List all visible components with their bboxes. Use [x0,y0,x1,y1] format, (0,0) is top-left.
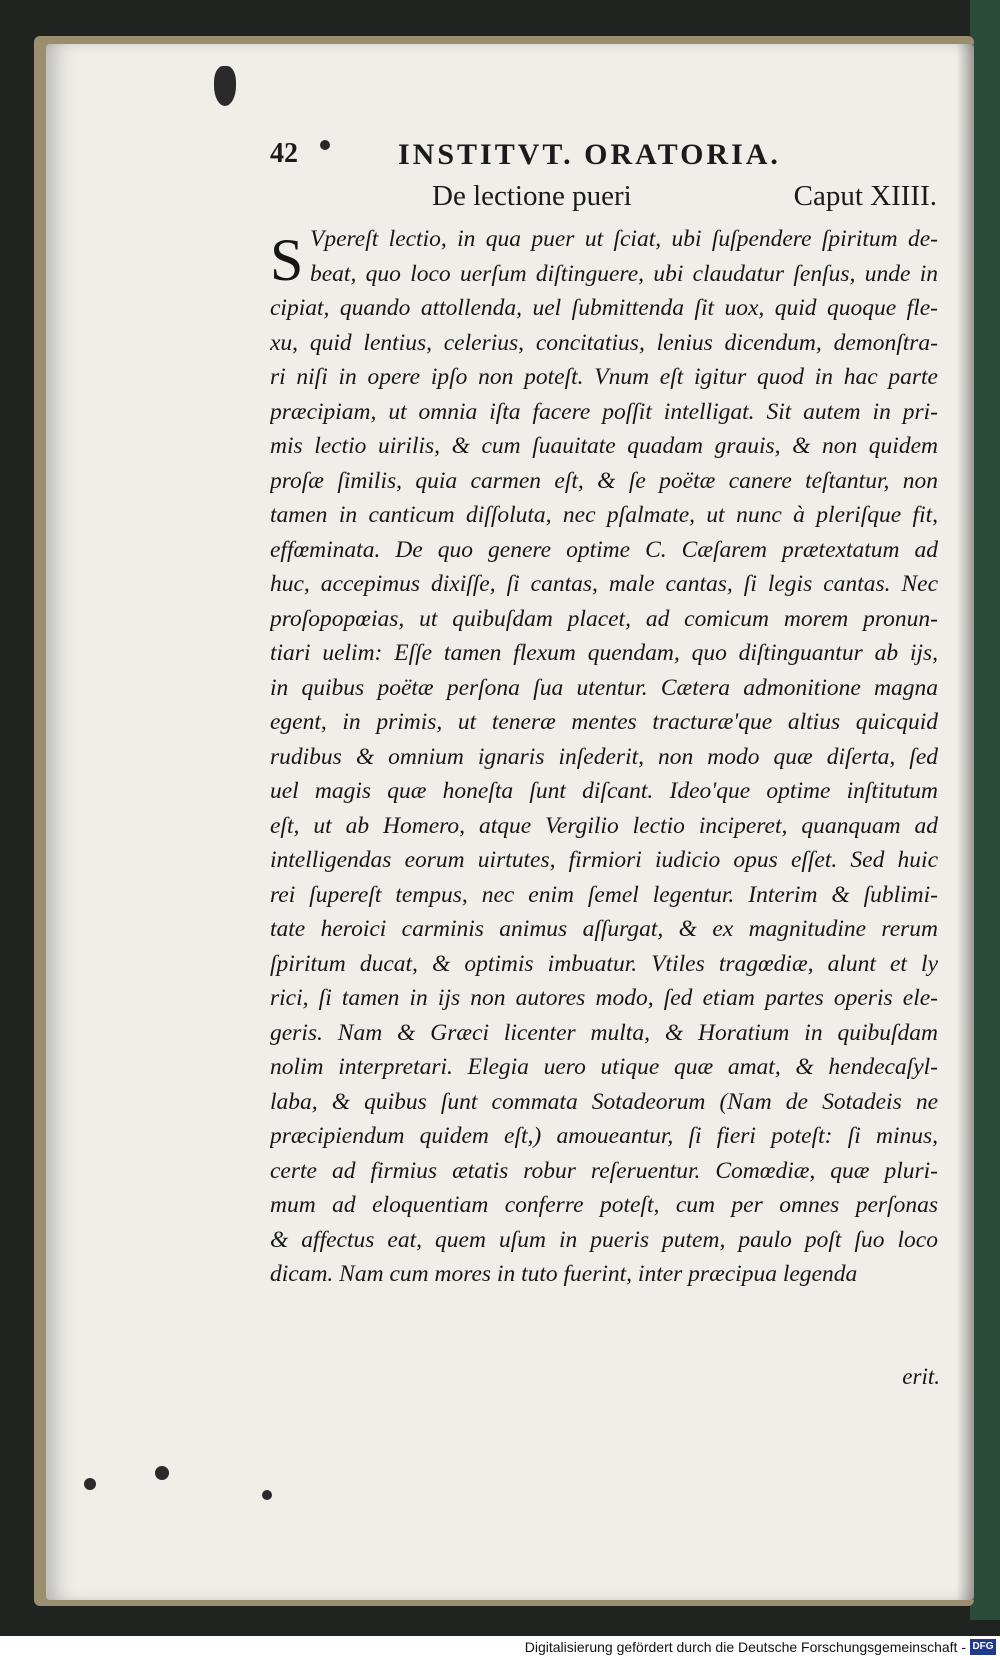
text-line: rici, ſi tamen in ijs non autores modo, ſed etiam partes operis ele- [270,985,938,1011]
ink-spot [84,1478,96,1490]
text-line: dicam. Nam cum mores in tuto fuerint, inter præcipua legenda [270,1261,858,1287]
ink-spot [262,1490,272,1500]
text-line: effœminata. De quo genere optime C. Cæſarem prætextatum ad [270,536,938,563]
text-line: certe ad firmius ætatis robur reſeruentur. Comœdiæ, quæ pluri- [270,1157,938,1184]
footer-credit: Digitalisierung gefördert durch die Deutsche Forschungsgemeinschaft - [524,1639,966,1655]
text-line: proſæ ſimilis, quia carmen eſt, & ſe poëtæ canere teſtantur, non [270,467,938,494]
text-line: beat, quo loco uerſum diſtinguere, ubi claudatur ſenſus, unde in [310,260,938,287]
chapter-title: De lectione pueri [432,180,632,212]
text-line: egent, in primis, ut teneræ mentes tracturæ'que altius quicquid [270,709,938,735]
text-line: nolim interpretari. Elegia uero utique quæ amat, & hendecaſyl- [270,1054,938,1080]
footer-strip [0,1636,1000,1660]
text-line: præcipiam, ut omnia iſta facere poſſit intelligat. Sit autem in pri- [270,398,938,425]
text-line: tamen in canticum diſſoluta, nec pſalmate, ut nunc à pleriſque fit, [270,502,938,528]
text-line: cipiat, quando attollenda, uel ſubmittenda ſit uox, quid quoque fle- [270,295,938,321]
catchword: erit. [902,1364,940,1389]
text-line: mis lectio uirilis, & cum ſuauitate quadam grauis, & non quidem [270,433,938,459]
chapter-heading [432,180,937,220]
text-line: ſpiritum ducat, & optimis imbuatur. Vtiles tragœdiæ, alunt et ly [270,950,938,977]
text-line: tate heroici carminis animus aſſurgat, & ex magnitudine rerum [270,916,938,942]
text-line: ri niſi in opere ipſo non poteſt. Vnum eſt igitur quod in hac parte [270,364,938,390]
text-line: geris. Nam & Græci licenter multa, & Horatium in quibuſdam [270,1019,938,1046]
ink-spot [214,66,236,106]
text-line: in quibus poëtæ perſona ſua utentur. Cætera admonitione magna [270,674,938,701]
text-line: huc, accepimus dixiſſe, ſi cantas, male cantas, ſi legis cantas. Nec [270,571,938,597]
ink-spot [155,1466,169,1480]
text-line: præcipiendum quidem eſt,) amoueantur, ſi fieri poteſt: ſi minus, [270,1123,938,1149]
body-text [270,222,938,1292]
text-line: rei ſupereſt tempus, nec enim ſemel legentur. Interim & ſublimi- [270,881,938,908]
page-gutter-shadow [956,44,974,1600]
running-head [270,138,920,178]
text-line: & affectus eat, quem uſum in pueris putem, paulo poſt ſuo loco [270,1226,938,1253]
text-line: uel magis quæ honeſta ſunt diſcant. Ideo'que optime inſtitutum [270,778,938,804]
text-line: xu, quid lentius, celerius, concitatius, lenius dicendum, demonſtra- [270,329,938,356]
text-line: tiari uelim: Eſſe tamen flexum quendam, quo diſtinguantur ab ijs, [270,640,938,666]
text-line: proſopopœias, ut quibuſdam placet, ad comicum morem pronun- [270,605,938,632]
text-line: Vpereſt lectio, in qua puer ut ſciat, ubi ſuſpendere ſpiritum de- [310,226,938,252]
chapter-label: Caput XIIII. [793,180,937,212]
text-line: eſt, ut ab Homero, atque Vergilio lectio inciperet, quanquam ad [270,812,938,839]
text-line: mum ad eloquentiam conferre poteſt, cum per omnes perſonas [270,1192,938,1218]
running-head-title: INSTITVT. ORATORIA. [398,138,781,171]
dfg-logo-icon: DFG [970,1639,996,1655]
text-line: laba, & quibus ſunt commata Sotadeorum (Nam de Sotadeis ne [270,1088,938,1115]
page-number: 42 [270,138,298,169]
book-binding [970,0,1000,1620]
text-line: rudibus & omnium ignaris inſederit, non modo quæ diſerta, ſed [270,743,938,770]
text-line: intelligendas eorum uirtutes, firmiori iudicio opus eſſet. Sed huic [270,847,938,873]
drop-cap: S [270,227,304,293]
